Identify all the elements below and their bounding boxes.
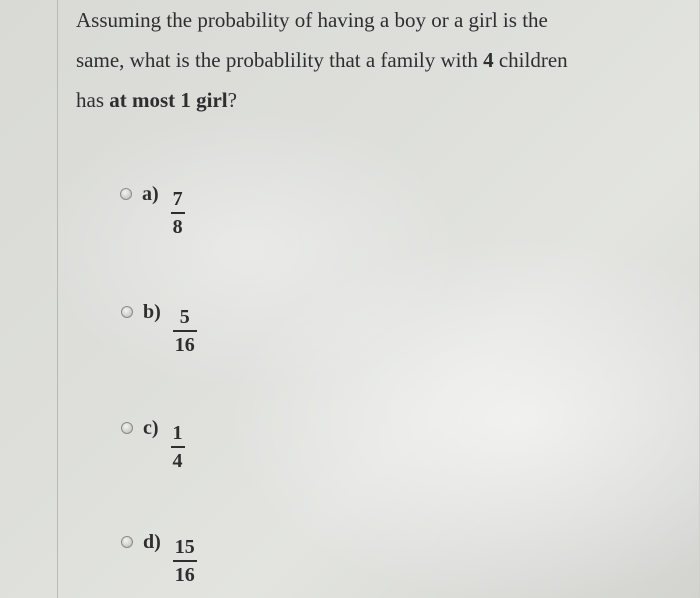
question-line-2-end: children	[493, 48, 568, 72]
denominator-b: 16	[174, 334, 195, 356]
option-label-a: a)	[142, 183, 159, 205]
option-label-b: b)	[143, 301, 161, 323]
fraction-a	[171, 188, 185, 238]
fraction-b	[173, 306, 197, 356]
answer-option-d[interactable]	[121, 530, 197, 586]
question-text	[76, 0, 676, 120]
numerator-b: 5	[179, 306, 190, 328]
numerator-c: 1	[172, 422, 183, 444]
answer-option-a[interactable]	[120, 182, 185, 238]
radio-button-b[interactable]	[121, 306, 133, 318]
question-line-3-start: has	[76, 88, 110, 112]
option-label-c: c)	[143, 417, 159, 439]
question-condition: at most 1 girl	[109, 88, 228, 112]
answer-option-b[interactable]	[121, 300, 197, 356]
denominator-c: 4	[172, 450, 183, 472]
radio-button-a[interactable]	[120, 188, 132, 200]
fraction-d	[173, 536, 197, 586]
question-line-2-start: same, what is the probablility that a family with	[76, 48, 484, 72]
radio-button-d[interactable]	[121, 536, 133, 548]
fraction-c	[171, 422, 185, 472]
question-line-2	[76, 40, 676, 80]
question-line-1: Assuming the probability of having a boy or a girl is the	[76, 8, 548, 32]
question-line-3	[76, 80, 676, 120]
left-divider	[57, 0, 58, 598]
denominator-a: 8	[172, 216, 183, 238]
radio-button-c[interactable]	[121, 422, 133, 434]
children-count: 4	[483, 48, 494, 72]
option-label-d: d)	[143, 531, 161, 553]
answer-option-c[interactable]	[121, 416, 185, 472]
numerator-d: 15	[174, 536, 195, 558]
question-line-3-end: ?	[227, 88, 237, 112]
numerator-a: 7	[172, 188, 183, 210]
denominator-d: 16	[174, 564, 195, 586]
